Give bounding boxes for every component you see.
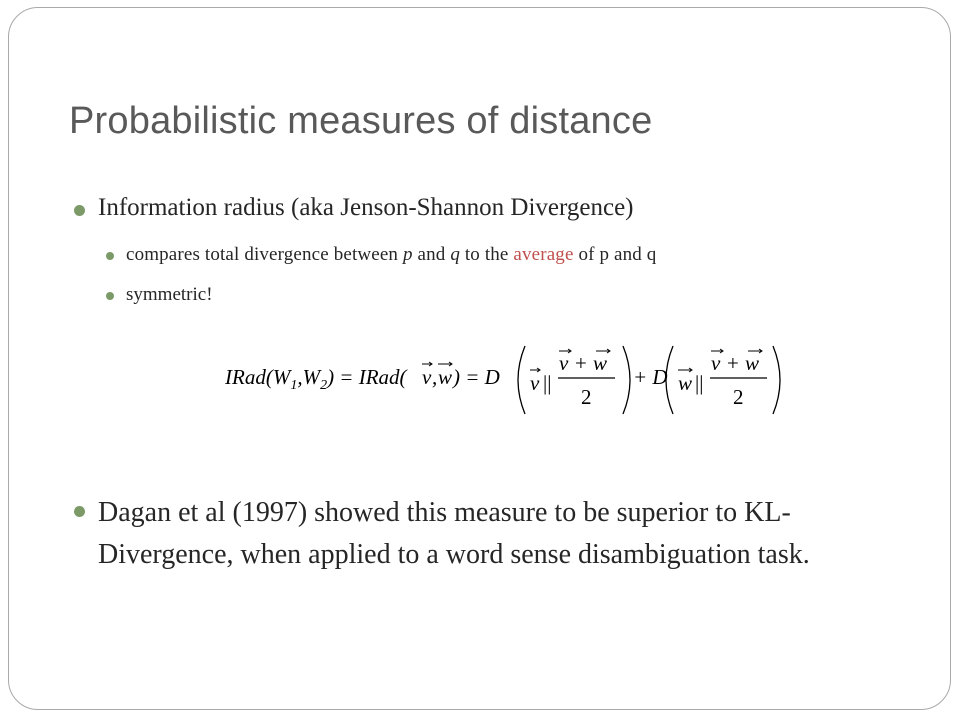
formula-denominator: 2 bbox=[581, 385, 592, 409]
formula-numerator: v + w bbox=[711, 351, 759, 375]
formula-parallel: || bbox=[695, 371, 704, 395]
formula-numerator: v + w bbox=[559, 351, 607, 375]
bullet-dot bbox=[74, 506, 85, 517]
formula-sub1: 1 bbox=[290, 378, 298, 393]
formula-w: w bbox=[678, 371, 693, 395]
left-paren bbox=[518, 346, 525, 414]
bullet-dot bbox=[74, 205, 85, 216]
formula-v: v bbox=[422, 365, 432, 389]
average-highlight: average bbox=[513, 244, 574, 265]
formula-comma: ,W bbox=[297, 365, 321, 389]
right-paren bbox=[623, 346, 630, 414]
bullet-dot bbox=[106, 252, 114, 260]
formula-w: w bbox=[438, 365, 453, 389]
formula-plus: + D bbox=[633, 365, 668, 389]
bullet-dot bbox=[106, 292, 114, 300]
irad-formula bbox=[225, 340, 785, 420]
formula-sub2: 2 bbox=[320, 378, 328, 393]
right-paren bbox=[773, 346, 780, 414]
formula-parallel: || bbox=[543, 371, 552, 395]
formula-lhs: IRad(W bbox=[225, 365, 291, 389]
subbullet-compares bbox=[126, 244, 656, 266]
subbullet-text: compares total divergence between bbox=[126, 244, 403, 265]
subbullet-text: of p and q bbox=[573, 244, 657, 265]
formula-denominator: 2 bbox=[733, 385, 744, 409]
formula-eq1: ) = IRad( bbox=[327, 365, 407, 389]
bullet-dagan: Dagan et al (1997) showed this measure to be superior to KL-Divergence, when applied to a word sense disambiguation task. bbox=[98, 497, 810, 570]
slide-title: Probabilistic measures of distance bbox=[69, 100, 653, 142]
bullet-information-radius: Information radius (aka Jenson-Shannon Divergence) bbox=[98, 194, 634, 221]
var-p: p bbox=[402, 244, 413, 265]
formula-v: v bbox=[530, 371, 540, 395]
formula-comma2: , bbox=[432, 365, 438, 389]
subbullet-text: and bbox=[412, 244, 451, 265]
var-q: q bbox=[450, 244, 460, 265]
subbullet-text: to the bbox=[459, 244, 514, 265]
svg-text:IRad(W1,W2) = IRad( bbox=[225, 365, 409, 393]
subbullet-symmetric: symmetric! bbox=[126, 284, 213, 305]
formula-eq2: ) = D bbox=[453, 365, 500, 389]
